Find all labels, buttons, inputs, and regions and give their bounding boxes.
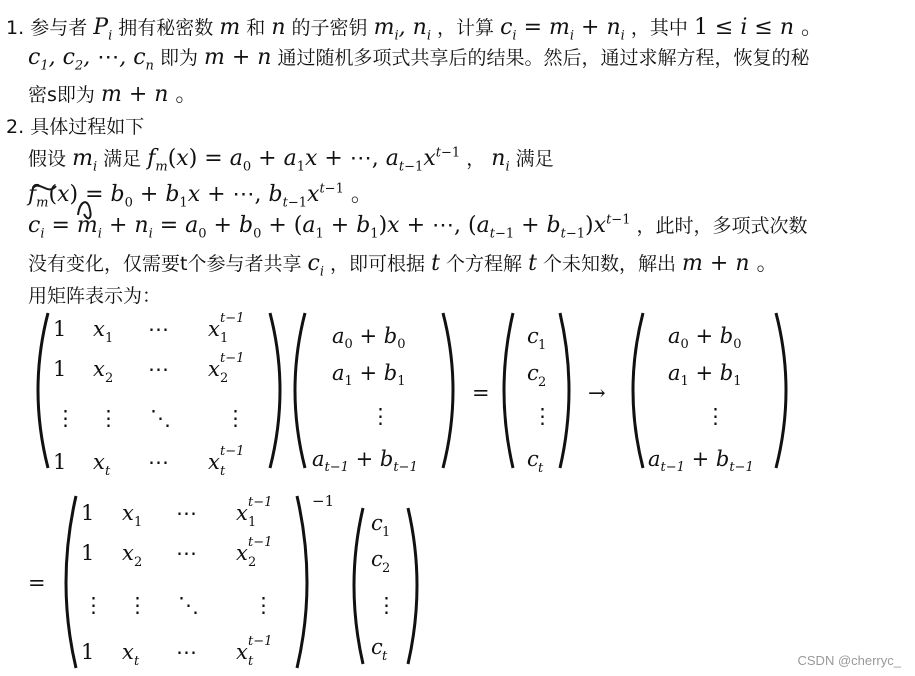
item2-line2: $f_m(x) = b_0 + b_1x$ + ⋯, $b_{t-1}x^{t-1}$ 。: [28, 181, 373, 211]
svg-text:a1 + b1: $a_1 + b_1$: [668, 361, 742, 389]
svg-text:a0 + b0: $a_0 + b_0$: [332, 324, 406, 352]
svg-text:1: 1: [105, 331, 114, 346]
svg-text:at−1 + bt−1: $a_{t-1} + b_{t-1}$: [312, 447, 418, 475]
svg-text:t: t: [134, 654, 140, 669]
svg-text:c: c: [371, 511, 383, 535]
svg-text:⋯: ⋯: [148, 317, 169, 341]
watermark: CSDN @cherryc_: [797, 653, 901, 668]
svg-text:x: x: [93, 317, 105, 341]
svg-text:c: c: [527, 447, 539, 471]
item2-line4: 没有变化，仅需要t个参与者共享 $c_i$ ，即可根据 t 个方程解 t 个未知数，解出 m + n 。: [28, 251, 779, 280]
svg-text:=: =: [28, 571, 46, 595]
svg-text:⋮: ⋮: [376, 593, 397, 617]
svg-text:x: x: [236, 640, 248, 664]
svg-text:⋮: ⋮: [83, 593, 104, 617]
svg-text:x: x: [93, 450, 105, 474]
svg-text:c: c: [527, 324, 539, 348]
item1-line3: 密s即为 m + n 。: [28, 82, 198, 107]
svg-text:t: t: [538, 461, 544, 476]
svg-text:1: 1: [538, 338, 547, 353]
c-vector-2: [354, 508, 417, 664]
svg-text:⋱: ⋱: [150, 406, 171, 430]
item2-line3: $c_i = m_i + n_i = a_0 + b_0 + (a_1 + b_1)x$ + ⋯, $(a_{t-1} + b_{t-1})x^{t-1}$ ，此时，多项式次数: [28, 212, 808, 242]
svg-text:1: 1: [53, 450, 67, 474]
coefficient-vector-1: [295, 313, 453, 475]
svg-text:⋯: ⋯: [176, 640, 197, 664]
svg-text:2: 2: [248, 555, 257, 570]
svg-text:⋮: ⋮: [225, 406, 246, 430]
svg-text:1: 1: [248, 515, 257, 530]
math-Pi: $P_i$: [93, 15, 113, 44]
coefficient-vector-2: [633, 313, 786, 475]
svg-text:t: t: [105, 464, 111, 479]
svg-text:1: 1: [53, 317, 67, 341]
svg-text:1: 1: [134, 515, 143, 530]
svg-text:x: x: [236, 541, 248, 565]
svg-text:1: 1: [81, 501, 95, 525]
svg-text:⋮: ⋮: [55, 406, 76, 430]
vandermonde-matrix-1: [38, 311, 280, 479]
svg-text:x: x: [208, 357, 220, 381]
svg-text:⋯: ⋯: [148, 450, 169, 474]
svg-text:2: 2: [105, 371, 114, 386]
svg-text:⋯: ⋯: [176, 501, 197, 525]
svg-text:at−1 + bt−1: $a_{t-1} + b_{t-1}$: [648, 447, 754, 475]
item2-title: 具体过程如下: [30, 116, 145, 138]
svg-text:a0 + b0: $a_0 + b_0$: [668, 324, 742, 352]
svg-text:⋮: ⋮: [705, 404, 726, 428]
matrix-intro: 用矩阵表示为：: [28, 285, 162, 307]
svg-text:x: x: [208, 450, 220, 474]
svg-text:t: t: [220, 464, 226, 479]
svg-text:=: =: [472, 381, 490, 405]
svg-text:⋯: ⋯: [148, 357, 169, 381]
svg-text:t−1: t−1: [220, 311, 245, 326]
svg-text:2: 2: [134, 555, 143, 570]
item1-number: 1.: [6, 17, 25, 39]
svg-text:t−1: t−1: [220, 351, 245, 366]
svg-text:x: x: [236, 501, 248, 525]
svg-text:⋮: ⋮: [532, 404, 553, 428]
c-vector-1: [504, 313, 569, 476]
math-ci-sum: $c_i = m_i + n_i$: [500, 15, 625, 44]
svg-text:2: 2: [382, 561, 391, 576]
item1-line2: $c_1$, $c_2$, ⋯, $c_n$ 即为 m + n 通过随机多项式共享后的结果。然后，通过求解方程，恢复的秘: [28, 45, 810, 74]
svg-text:2: 2: [220, 371, 229, 386]
svg-text:→: →: [588, 381, 606, 405]
svg-text:t−1: t−1: [248, 495, 273, 510]
vandermonde-matrix-2: [66, 495, 307, 669]
svg-text:⋮: ⋮: [370, 404, 391, 428]
svg-text:2: 2: [538, 375, 547, 390]
item1-line1: 1. 参与者 $P_i$ 拥有秘密数 m 和 n 的子密钥 $m_i$, $n_i$ ，计算 $c_i = m_i + n_i$ ，其中 1 ≤ i ≤ n 。: [6, 15, 823, 44]
svg-text:1: 1: [81, 541, 95, 565]
svg-text:t: t: [382, 649, 388, 664]
svg-text:⋮: ⋮: [98, 406, 119, 430]
svg-text:1: 1: [220, 331, 229, 346]
svg-text:x: x: [122, 541, 134, 565]
svg-text:1: 1: [81, 640, 95, 664]
svg-text:a1 + b1: $a_1 + b_1$: [332, 361, 406, 389]
svg-text:t−1: t−1: [220, 444, 245, 459]
svg-text:⋮: ⋮: [253, 593, 274, 617]
svg-text:c: c: [371, 547, 383, 571]
svg-text:t−1: t−1: [248, 634, 273, 649]
svg-text:x: x: [208, 317, 220, 341]
svg-text:x: x: [122, 501, 134, 525]
svg-text:t: t: [248, 654, 254, 669]
svg-text:⋯: ⋯: [176, 541, 197, 565]
item2-number: 2.: [6, 116, 25, 138]
svg-text:1: 1: [53, 357, 67, 381]
svg-text:x: x: [93, 357, 105, 381]
svg-text:t−1: t−1: [248, 535, 273, 550]
svg-text:⋱: ⋱: [178, 593, 199, 617]
svg-text:c: c: [527, 361, 539, 385]
item2-line1: 假设 $m_i$ 满足 $f_m(x) = a_0 + a_1x$ + ⋯, $a_{t-1}x^{t-1}$ ， $n_i$ 满足: [28, 145, 554, 175]
svg-text:c: c: [371, 635, 383, 659]
svg-text:x: x: [122, 640, 134, 664]
svg-text:1: 1: [382, 525, 391, 540]
svg-text:⋮: ⋮: [127, 593, 148, 617]
svg-text:−1: −1: [312, 492, 335, 510]
